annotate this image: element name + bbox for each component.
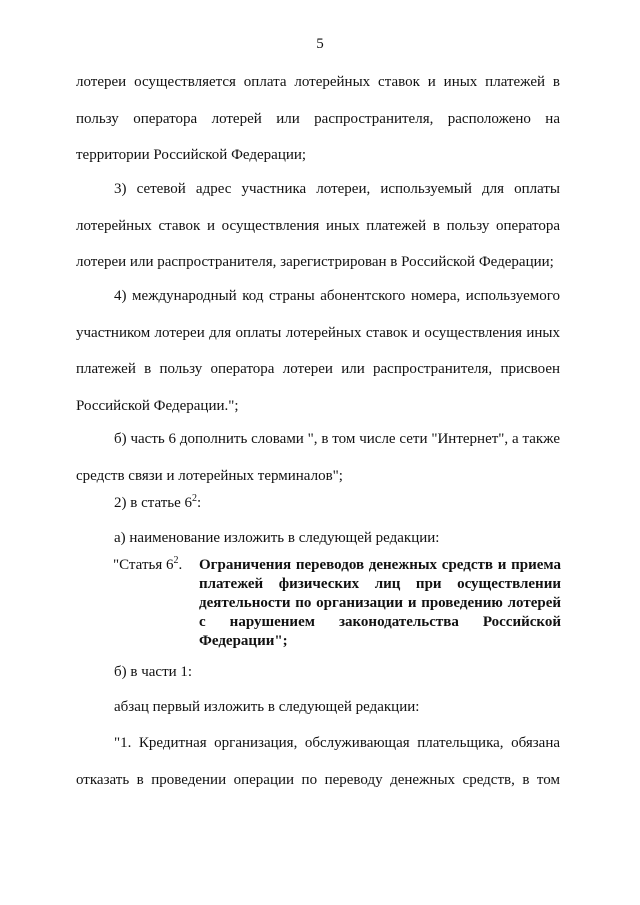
- text-line: а) наименование изложить в следующей редакции:: [114, 530, 440, 546]
- text-line: Российской Федерации.";: [76, 397, 239, 414]
- text-line: абзац первый изложить в следующей редакции:: [114, 699, 420, 715]
- text-fragment: "Статья 6: [113, 557, 174, 573]
- text-line: лотерейных ставок и осуществления иных платежей в пользу оператора: [76, 217, 560, 234]
- text-line: пользу оператора лотерей или распространителя, расположено на: [76, 110, 560, 127]
- text-line: б) часть 6 дополнить словами ", в том числе сети "Интернет", а также: [114, 431, 560, 447]
- text-line: 3) сетевой адрес участника лотереи, используемый для оплаты: [114, 181, 560, 197]
- text-line: "1. Кредитная организация, обслуживающая плательщика, обязана: [114, 735, 560, 751]
- paragraph-item-3: [76, 171, 560, 281]
- text-line: [76, 485, 560, 522]
- paragraph-item-2: [76, 485, 560, 522]
- title-line: Федерации";: [199, 633, 288, 649]
- text-line: участником лотереи для оплаты лотерейных ставок и осуществления иных: [76, 324, 560, 341]
- title-line: платежей физических лиц при осуществлении: [199, 576, 561, 592]
- paragraph-continuation: [76, 64, 560, 174]
- paragraph-item-b-part-6: [76, 421, 560, 494]
- text-line: территории Российской Федерации;: [76, 147, 307, 163]
- text-line: платежей в пользу оператора лотереи или распространителя, присвоен: [76, 361, 560, 377]
- text-line: б) в части 1:: [114, 664, 193, 680]
- paragraph-item-4: [76, 278, 560, 424]
- title-line: Ограничения переводов денежных средств и приема: [199, 557, 561, 573]
- page-number: 5: [316, 36, 324, 52]
- text-fragment: :: [197, 495, 202, 511]
- text-line: отказать в проведении операции по переводу денежных средств, в том: [76, 771, 560, 788]
- article-title: [199, 556, 561, 651]
- text-fragment: .: [178, 557, 183, 573]
- text-line: 4) международный код страны абонентского номера, используемого: [114, 288, 560, 304]
- superscript: 2: [173, 555, 179, 566]
- text-line: лотереи осуществляется оплата лотерейных ставок и иных платежей в: [76, 74, 560, 90]
- text-line: лотереи или распространителя, зарегистрирован в Российской Федерации;: [76, 254, 554, 270]
- paragraph-quote-1: [76, 725, 560, 798]
- paragraph-item-a: [76, 520, 560, 557]
- article-number: [113, 556, 182, 575]
- title-line: деятельности по организации и проведению лотерей: [199, 595, 561, 611]
- text-fragment: 2) в статье 6: [114, 495, 193, 511]
- superscript: 2: [192, 493, 198, 504]
- paragraph-first-abzac: [76, 689, 560, 726]
- title-line: с нарушением законодательства Российской: [199, 614, 561, 630]
- paragraph-item-b-part-1: [76, 654, 560, 691]
- text-line: средств связи и лотерейных терминалов";: [76, 467, 343, 484]
